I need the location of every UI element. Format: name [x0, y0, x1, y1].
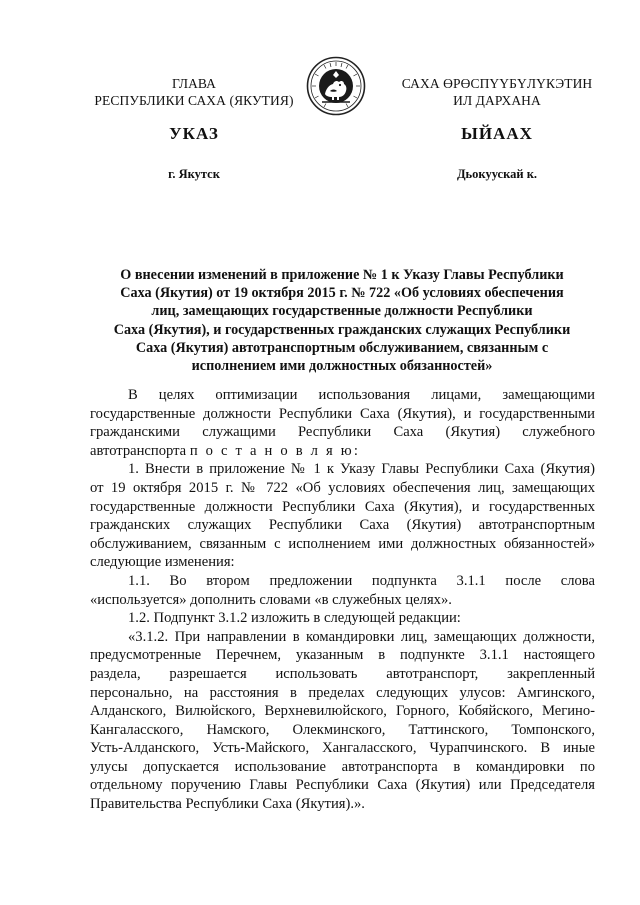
body-line: 1. Внести в приложение № 1 к Указу Главы Республики Саха (Якутия): [128, 461, 595, 478]
header-left-line2: РЕСПУБЛИКИ САХА (ЯКУТИЯ): [94, 92, 294, 108]
body-line: Кангаласского, Намского, Олекминского, Таттинского, Томпонского,: [90, 721, 595, 738]
body-line: «3.1.2. При направлении в командировки лиц, замещающих должности,: [128, 628, 595, 645]
body-line: «используется» дополнить словами «в служебных целях».: [90, 591, 452, 608]
title-line: Саха (Якутия) от 19 октября 2015 г. № 722 «Об условиях обеспечения: [120, 285, 564, 302]
header-right-line1: САХА ӨРӨСПҮҮБҮЛҮКЭТИН: [401, 76, 593, 91]
body-line: отдельному поручению Главы Республики Саха (Якутия) или Председателя: [90, 777, 595, 794]
title-line: Саха (Якутия), и государственных гражданских служащих Республики: [113, 321, 571, 338]
header-left-line1: ГЛАВА: [171, 76, 217, 91]
document-title: [96, 266, 588, 375]
body-line: персонально, на расстояния в пределах следующих улусов: Амгинского,: [90, 684, 595, 701]
document-body: [90, 386, 595, 814]
body-line: гражданских служащих Республики Саха (Якутия) автотранспортным: [90, 517, 595, 534]
body-line: Усть-Алданского, Усть-Майского, Хангаласского, Чурапчинского. В иные: [90, 740, 595, 757]
header-right: [386, 76, 608, 109]
title-line: Саха (Якутия) автотранспортным обслуживанием, связанным с: [135, 339, 549, 356]
title-line: О внесении изменений в приложение № 1 к Указу Главы Республики: [120, 267, 564, 283]
body-line: В целях оптимизации использования лицами, замещающими: [128, 387, 595, 403]
body-line: 1.2. Подпункт 3.1.2 изложить в следующей редакции:: [128, 610, 461, 627]
body-line: обслуживанием, связанным с исполнением ими должностных обязанностей»: [90, 535, 595, 552]
doc-type-right: ЫЙААХ: [461, 124, 533, 143]
body-line: государственные должности Республики Саха (Якутия), и государственных: [90, 498, 595, 515]
body-line: раздела, разрешается использовать автотранспорт, закрепленный: [90, 665, 595, 682]
body-line: [90, 442, 595, 461]
city-left: г. Якутск: [168, 167, 220, 181]
doc-type-left: УКАЗ: [169, 124, 219, 143]
decree-word: п о с т а н о в л я ю:: [189, 442, 361, 459]
body-line: улусы допускается использование автотранспорта в командировки по: [90, 758, 595, 775]
body-line: гражданскими служащими Республики Саха (Якутия) служебного: [90, 424, 595, 441]
body-line: государственные должности Республики Саха (Якутия), и государственными: [90, 405, 595, 422]
body-line-text: автотранспорта: [90, 442, 187, 459]
title-line: лиц, замещающих государственные должности Республики: [151, 303, 533, 320]
body-line: Алданского, Вилюйского, Верхневилюйского, Горного, Кобяйского, Мегино-: [90, 703, 595, 720]
body-line: 1.1. Во втором предложении подпункта 3.1.1 после слова: [128, 572, 595, 589]
header-left: [78, 76, 310, 109]
body-line: следующие изменения:: [90, 554, 235, 571]
coat-of-arms-emblem: [306, 56, 366, 116]
body-line: предусмотренные Перечнем, указанным в подпункте 3.1.1 настоящего: [90, 647, 595, 664]
city-right: Дьокуускай к.: [456, 167, 538, 181]
title-line: исполнением ими должностных обязанностей»: [191, 358, 493, 375]
header-right-line2: ИЛ ДАРХАНА: [453, 92, 541, 108]
body-line: Правительства Республики Саха (Якутия).».: [90, 796, 365, 813]
body-line: от 19 октября 2015 г. № 722 «Об условиях обеспечения лиц, замещающих: [90, 479, 595, 496]
